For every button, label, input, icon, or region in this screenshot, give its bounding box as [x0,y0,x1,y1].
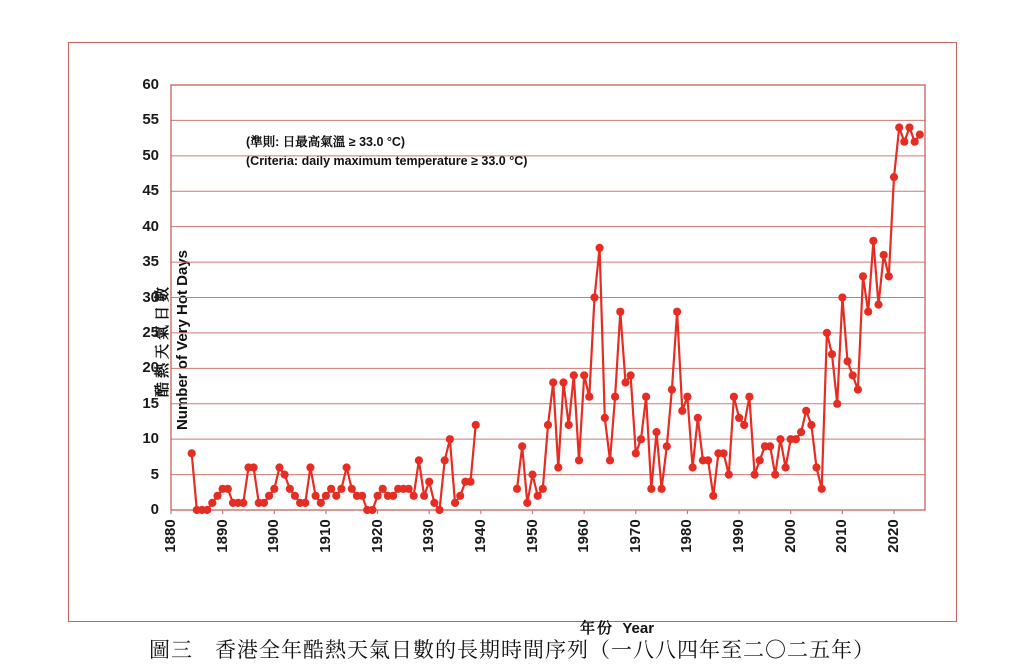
data-point-marker [286,485,294,493]
data-point-marker [270,485,278,493]
data-point-marker [725,471,733,479]
x-tick-label: 2010 [833,519,851,553]
data-point-marker [590,293,598,301]
data-point-marker [224,485,232,493]
x-tick-label: 1930 [420,519,438,553]
data-point-marker [735,414,743,422]
data-point-marker [647,485,655,493]
x-tick-label: 2020 [885,519,902,553]
data-point-marker [549,378,557,386]
data-point-marker [585,393,593,401]
data-point-marker [275,463,283,471]
data-point-marker [637,435,645,443]
data-point-marker [410,492,418,500]
figure-caption: 圖三 香港全年酷熱天氣日數的長期時間序列（一八八四年至二〇二五年） [149,638,875,662]
data-point-marker [358,492,366,500]
data-point-marker [689,463,697,471]
y-tick-label: 0 [150,501,159,518]
data-point-marker [720,449,728,457]
data-point-marker [771,471,779,479]
data-point-marker [807,421,815,429]
data-point-marker [663,442,671,450]
x-axis-title-zh: 年份 [579,620,614,637]
criteria-line-en: (Criteria: daily maximum temperature ≥ 33.0 °C) [246,154,528,168]
data-point-marker [306,463,314,471]
x-tick-label: 1970 [626,519,644,553]
data-point-marker [606,456,614,464]
y-axis-title-en: Number of Very Hot Days [174,249,191,431]
data-point-marker [766,442,774,450]
x-tick-label: 1900 [265,519,283,553]
y-tick-label: 60 [142,76,159,93]
data-point-marker [250,463,258,471]
data-point-marker [435,506,443,514]
data-point-marker [430,499,438,507]
data-point-marker [348,485,356,493]
data-point-marker [632,449,640,457]
data-point-marker [425,478,433,486]
data-point-marker [900,138,908,146]
y-tick-label: 40 [142,217,159,235]
data-point-marker [570,371,578,379]
data-point-marker [213,492,221,500]
data-point-marker [709,492,717,500]
y-tick-label: 55 [142,111,159,129]
data-point-marker [694,414,702,422]
data-point-marker [905,123,913,131]
series-line [517,128,920,503]
data-point-marker [880,251,888,259]
data-point-marker [322,492,330,500]
y-tick-label: 15 [142,394,159,412]
data-point-marker [518,442,526,450]
data-point-marker [337,485,345,493]
x-tick-label: 1960 [575,519,593,553]
data-point-marker [596,244,604,252]
x-tick-label: 1880 [162,519,179,553]
data-point-marker [642,393,650,401]
data-point-marker [534,492,542,500]
data-point-marker [208,499,216,507]
data-point-marker [621,378,629,386]
data-point-marker [849,371,857,379]
data-point-marker [374,492,382,500]
data-point-marker [575,456,583,464]
x-tick-label: 2000 [781,519,799,553]
data-point-marker [580,371,588,379]
data-point-marker [451,499,459,507]
data-point-marker [456,492,464,500]
data-point-marker [317,499,325,507]
data-point-marker [389,492,397,500]
y-tick-label: 20 [142,359,159,377]
data-point-marker [472,421,480,429]
data-point-marker [869,237,877,245]
data-point-marker [203,506,211,514]
data-point-marker [838,293,846,301]
x-tick-label: 1950 [523,519,541,553]
y-axis-title-zh: 酷熱天氣日數 [154,283,171,398]
data-point-marker [559,378,567,386]
data-point-marker [379,485,387,493]
data-point-marker [782,463,790,471]
data-point-marker [916,131,924,139]
x-axis-title-en: Year [622,620,655,637]
data-point-marker [415,456,423,464]
data-point-marker [828,350,836,358]
data-point-marker [895,123,903,131]
x-tick-label: 1990 [730,519,748,553]
x-tick-label: 1910 [316,519,334,553]
criteria-line-zh: (準則: 日最高氣溫 ≥ 33.0 °C) [246,135,406,149]
data-point-marker [854,386,862,394]
data-point-marker [859,272,867,280]
data-point-marker [864,308,872,316]
x-tick-label: 1980 [678,519,696,553]
data-point-marker [756,456,764,464]
data-point-marker [745,393,753,401]
data-point-marker [601,414,609,422]
data-point-marker [776,435,784,443]
data-point-marker [890,173,898,181]
data-point-marker [565,421,573,429]
data-point-marker [911,138,919,146]
data-point-marker [802,407,810,415]
data-point-marker [823,329,831,337]
data-point-marker [405,485,413,493]
data-point-marker [885,272,893,280]
data-point-marker [812,463,820,471]
data-point-marker [528,471,536,479]
data-point-marker [291,492,299,500]
data-point-marker [818,485,826,493]
data-point-marker [188,449,196,457]
x-tick-label: 1890 [213,519,231,553]
data-point-marker [312,492,320,500]
y-tick-label: 50 [142,146,159,164]
data-point-marker [368,506,376,514]
data-point-marker [704,456,712,464]
data-point-marker [554,463,562,471]
y-tick-label: 45 [142,182,159,200]
data-point-marker [627,371,635,379]
data-point-marker [466,478,474,486]
data-point-marker [420,492,428,500]
data-point-marker [265,492,273,500]
data-point-marker [513,485,521,493]
data-point-marker [616,308,624,316]
data-point-marker [611,393,619,401]
data-point-marker [797,428,805,436]
data-point-marker [539,485,547,493]
data-point-marker [678,407,686,415]
data-point-marker [239,499,247,507]
data-point-marker [843,357,851,365]
data-point-marker [673,308,681,316]
y-tick-label: 5 [150,465,159,483]
data-point-marker [683,393,691,401]
data-point-marker [740,421,748,429]
data-point-marker [523,499,531,507]
data-point-marker [441,456,449,464]
data-point-marker [658,485,666,493]
data-point-marker [833,400,841,408]
x-tick-label: 1940 [471,519,489,553]
data-point-marker [332,492,340,500]
data-point-marker [343,463,351,471]
y-tick-label: 10 [142,430,159,448]
data-point-marker [260,499,268,507]
data-point-marker [751,471,759,479]
data-point-marker [792,435,800,443]
data-point-marker [652,428,660,436]
data-point-marker [874,301,882,309]
data-point-marker [730,393,738,401]
data-point-marker [446,435,454,443]
data-point-marker [327,485,335,493]
data-point-marker [301,499,309,507]
x-tick-label: 1920 [368,519,386,553]
y-tick-label: 30 [142,288,159,306]
data-point-marker [668,386,676,394]
data-point-marker [544,421,552,429]
y-tick-label: 35 [142,253,159,271]
y-tick-label: 25 [142,323,159,341]
data-point-marker [281,471,289,479]
